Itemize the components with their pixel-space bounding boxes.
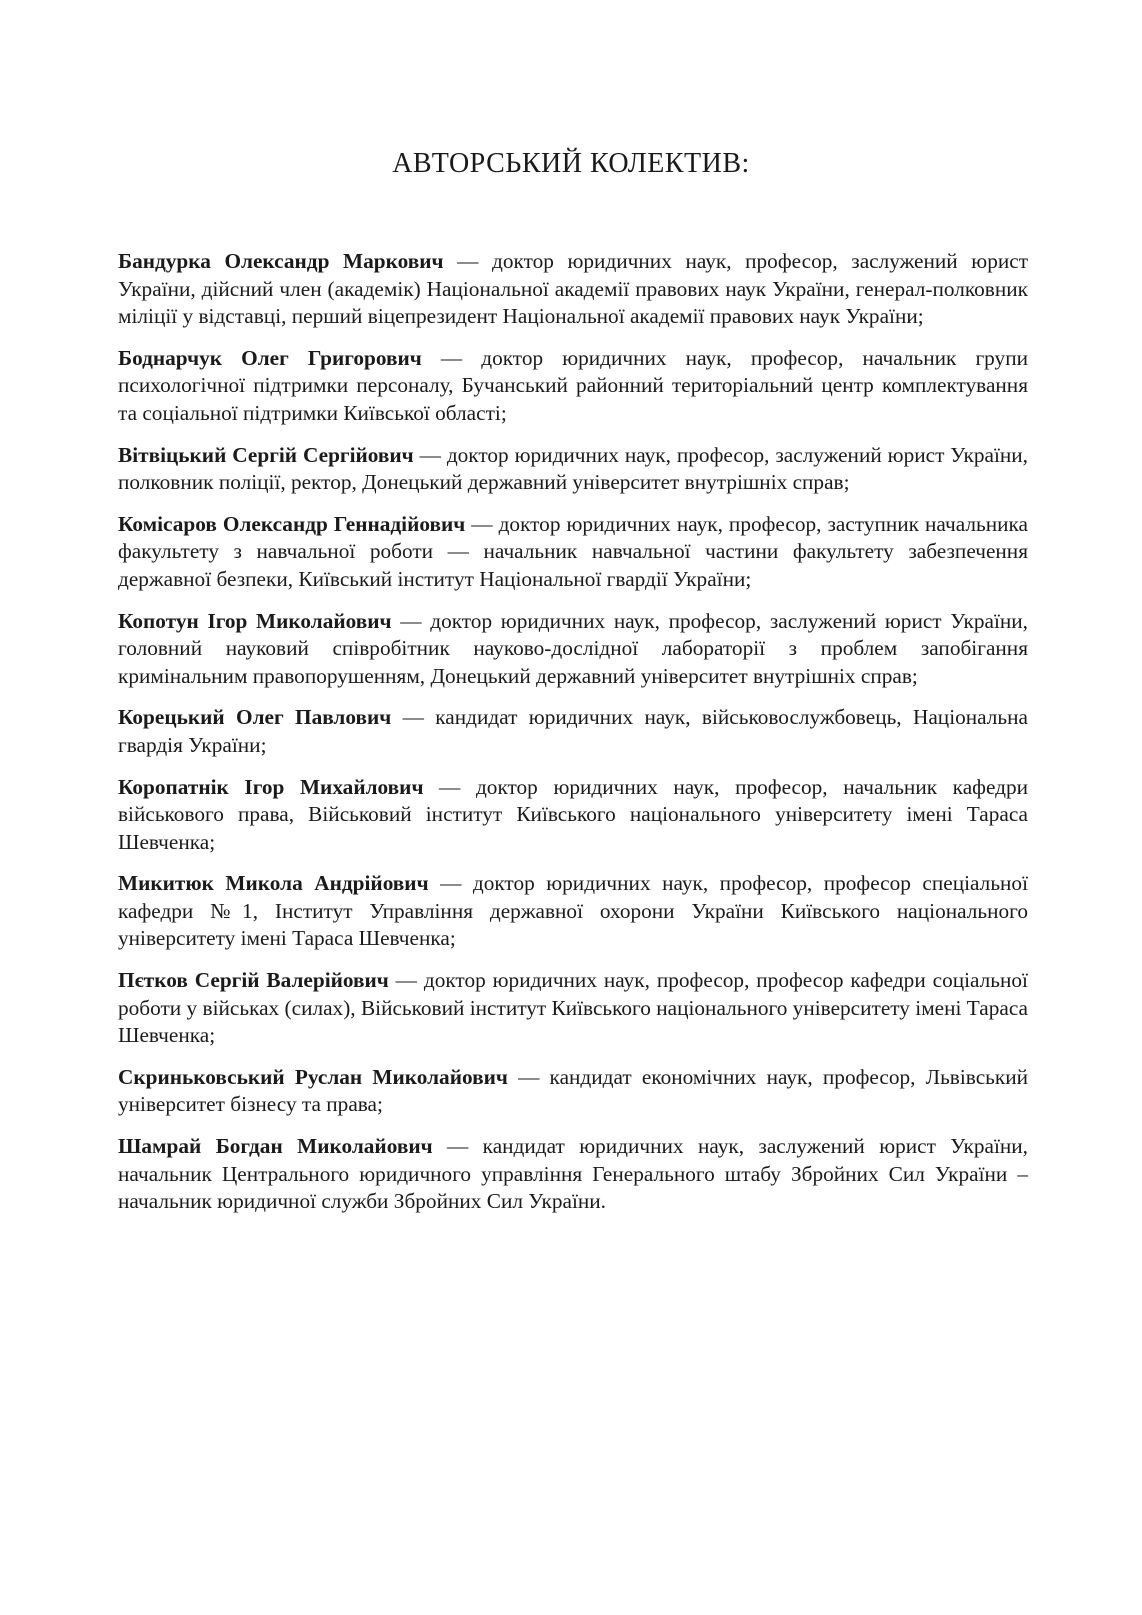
page-title: АВТОРСЬКИЙ КОЛЕКТИВ:: [392, 148, 750, 179]
author-description: — доктор юридичних наук, професор, професор кафедри соціальної роботи у військах (силах), Військовий інститут Київського національного університету імені Тараса Шевченка;: [118, 968, 1028, 1048]
author-description: — доктор юридичних наук, професор, начальник групи психологічної підтримки персоналу, Бучанський районний територіальний центр комплектування та соціальної підтримки Київської області;: [118, 345, 1028, 425]
author-name: Скриньковський Руслан Миколайович: [118, 1064, 508, 1089]
author-entry: [118, 248, 1028, 331]
authors-list: [118, 248, 1028, 1230]
author-description: — кандидат юридичних наук, заслужений юрист України, начальник Центрального юридичного управління Генерального штабу Збройних Сил України – начальник юридичної служби Збройних Сил України.: [118, 1134, 1028, 1214]
author-description: — доктор юридичних наук, професор, заслужений юрист України, дійсний член (академік) Національної академії правових наук України, генерал-полковник міліції у відставці, перший віцепрезидент Національної академії правових наук України;: [118, 249, 1028, 329]
author-entry: [118, 967, 1028, 1050]
author-name: Бандурка Олександр Маркович: [118, 249, 444, 273]
author-name: Пєтков Сергій Валерійович: [118, 968, 389, 993]
author-entry: [118, 442, 1028, 497]
author-entry: [118, 608, 1028, 691]
author-description: — доктор юридичних наук, професор, начальник кафедри військового права, Військовий інститут Київського національного університету імені Тараса Шевченка;: [118, 774, 1028, 854]
author-name: Шамрай Богдан Миколайович: [118, 1134, 433, 1159]
author-name: Комісаров Олександр Геннадійович: [118, 511, 466, 536]
author-name: Копотун Ігор Миколайович: [118, 608, 392, 633]
author-name: Вітвіцький Сергій Сергійович: [118, 442, 414, 467]
author-description: — доктор юридичних наук, професор, заслужений юрист України, головний науковий співробітник науково-дослідної лабораторії з проблем запобігання кримінальним правопорушенням, Донецький державний університет внутрішніх справ;: [118, 608, 1028, 688]
author-description: — доктор юридичних наук, професор, заслужений юрист України, полковник поліції, ректор, Донецький державний університет внутрішніх справ;: [118, 442, 1028, 495]
author-description: — кандидат юридичних наук, військовослужбовець, Національна гвардія України;: [118, 705, 1028, 757]
author-description: — кандидат економічних наук, професор, Львівський університет бізнесу та права;: [118, 1064, 1028, 1117]
author-description: — доктор юридичних наук, професор, професор спеціальної кафедри №1, Інститут Управління державної охорони України Київського національного університету імені Тараса Шевченка;: [118, 871, 1028, 951]
author-entry: [118, 1064, 1028, 1119]
author-description: — доктор юридичних наук, професор, заступник начальника факультету з навчальної роботи — начальник навчальної частини факультету забезпечення державної безпеки, Київський інститут Національної гвардії України;: [118, 511, 1028, 591]
author-name: Коропатнік Ігор Михайлович: [118, 774, 424, 799]
author-entry: [118, 1133, 1028, 1216]
author-name: Корецький Олег Павлович: [118, 705, 392, 730]
author-entry: [118, 511, 1028, 594]
author-entry: [118, 704, 1028, 759]
author-entry: [118, 774, 1028, 857]
author-entry: [118, 345, 1028, 428]
author-entry: [118, 870, 1028, 953]
author-name: Боднарчук Олег Григорович: [118, 345, 422, 370]
author-name: Микитюк Микола Андрійович: [118, 871, 429, 896]
